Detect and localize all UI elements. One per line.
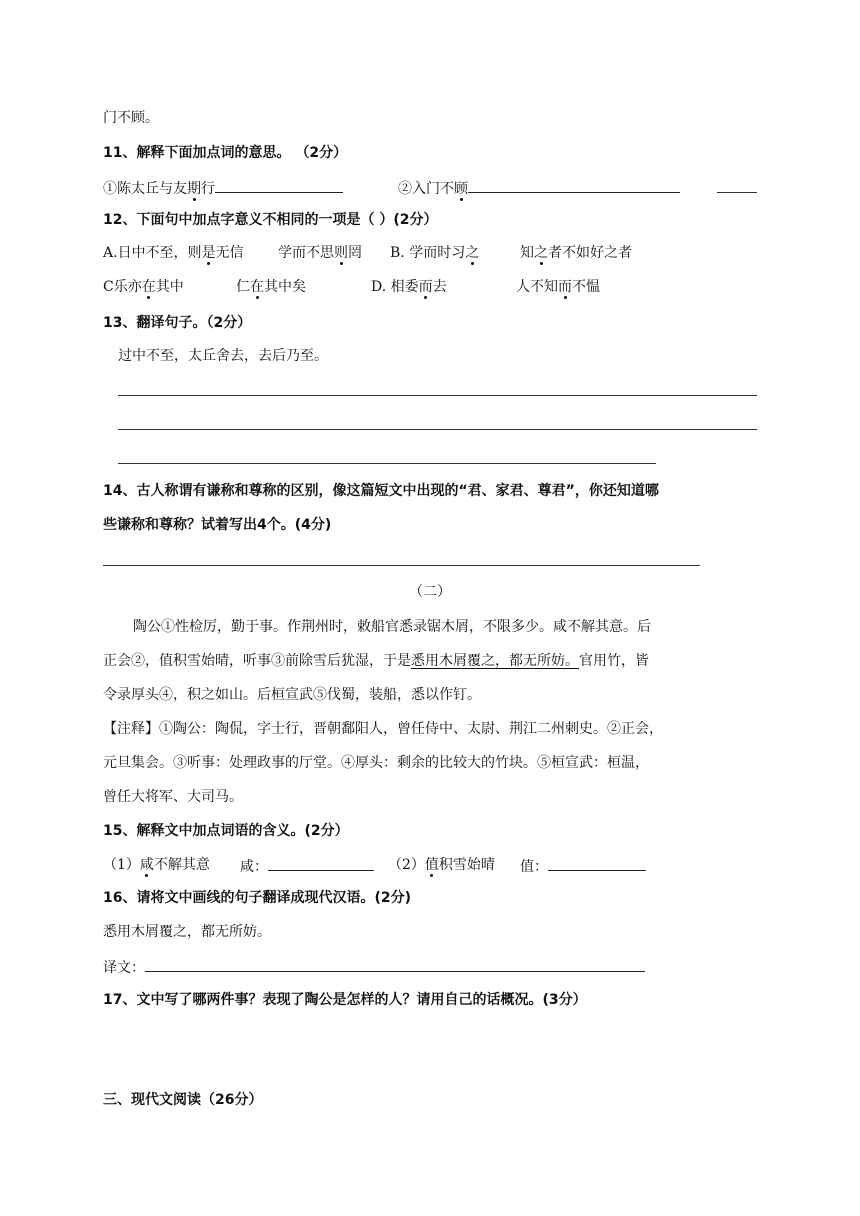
option-a-s1-pre: 日中不至，则	[117, 245, 202, 261]
option-d-s1-dotted: 而	[418, 279, 433, 295]
question-16-sentence: 悉用木屑覆之，都无所妨。	[103, 924, 271, 940]
q15-item-2-blank[interactable]	[548, 855, 646, 871]
question-12-option-b-second	[520, 243, 632, 263]
question-15-item-1	[103, 855, 210, 875]
question-15-title: 15、解释文中加点词语的含义。(2分）	[103, 823, 349, 839]
option-c-s2-pre: 仁	[236, 279, 250, 295]
passage-line-3: 令录厚头④，积之如山。后桓宣武⑤伐蜀，装船，悉以作钉。	[103, 687, 481, 703]
q16-answer-blank[interactable]	[145, 956, 645, 972]
q11-a-dotted-word: 期	[187, 181, 201, 197]
q15-item-2-number: （2）	[388, 857, 425, 873]
option-d-label: D.	[371, 279, 387, 295]
option-b-s1-pre: 学而时习	[409, 245, 466, 261]
question-14-title-line-1: 14、古人称谓有谦称和尊称的区别，像这篇短文中出现的“君、家君、尊君”，你还知道哪	[103, 483, 659, 499]
q15-item-1-label: 咸：	[240, 859, 268, 875]
option-a-s2-pre: 学而不思	[278, 245, 334, 261]
q15-item-2-dotted-word: 值	[424, 857, 439, 873]
option-c-s2-post: 其中矣	[264, 279, 306, 295]
passage-line-2	[103, 651, 649, 671]
option-a-s1-dotted: 是	[201, 245, 216, 261]
notes-line-2: 元旦集会。③听事：处理政事的厅堂。④厚头：剩余的比较大的竹块。⑤桓宣武：桓温，	[103, 755, 649, 771]
option-d-s2-dotted: 而	[558, 279, 572, 295]
question-12-option-c[interactable]	[103, 277, 184, 297]
q13-answer-line-3[interactable]	[118, 463, 656, 464]
question-12-option-a-second	[278, 243, 362, 263]
question-12-option-b[interactable]	[390, 243, 479, 263]
q15-item-1-blank[interactable]	[268, 855, 374, 871]
question-17-title: 17、文中写了哪两件事？表现了陶公是怎样的人？请用自己的话概况。(3分）	[103, 992, 587, 1008]
option-d-s2-post: 不愠	[572, 279, 600, 295]
q16-answer-label: 译文：	[103, 960, 145, 976]
option-d-s2-pre: 人不知	[516, 279, 558, 295]
q15-item-2-label: 值：	[520, 859, 548, 875]
q11-a-answer-blank[interactable]	[215, 177, 343, 193]
underlined-sentence: 悉用木屑覆之，都无所妨。	[411, 653, 579, 669]
option-c-label: C	[103, 279, 114, 295]
q11-extra-blank[interactable]	[717, 192, 757, 193]
option-a-label: A.	[103, 245, 118, 261]
notes-line-3: 曾任大将军、大司马。	[103, 789, 243, 805]
question-16-title: 16、请将文中画线的句子翻译成现代汉语。(2分)	[103, 890, 412, 906]
section-2-heading: （二）	[409, 584, 451, 600]
question-13-sentence: 过中不至，太丘舍去，去后乃至。	[118, 348, 328, 364]
option-c-s2-dotted: 在	[250, 279, 264, 295]
option-c-s1-dotted: 在	[141, 279, 156, 295]
question-12-option-c-second	[236, 277, 306, 297]
question-15-item-1-answer	[240, 855, 374, 877]
previous-text-tail: 门不顾。	[103, 110, 159, 126]
q15-item-1-dotted-word: 咸	[139, 857, 154, 873]
option-c-s1-post: 其中	[155, 279, 184, 295]
question-15-item-2-answer	[520, 855, 646, 877]
question-12-title: 12、下面句中加点字意义不相同的一项是（ ）(2分）	[103, 212, 438, 228]
option-c-s1-pre: 乐亦	[113, 279, 142, 295]
q13-answer-line-2[interactable]	[118, 429, 757, 430]
option-a-s2-post: 罔	[348, 245, 362, 261]
question-11-item-b	[398, 177, 680, 199]
question-13-title: 13、翻译句子。（2分）	[103, 315, 252, 331]
passage-line-2-pre: 正会②，值积雪始晴，听事③前除雪后犹湿，于是	[103, 653, 411, 669]
q13-answer-line-1[interactable]	[118, 395, 757, 396]
passage-line-2-post: 官用竹，皆	[579, 653, 649, 669]
question-16-answer-row	[103, 956, 645, 978]
option-a-s1-post: 无信	[215, 245, 244, 261]
question-14-title-line-2: 些谦称和尊称？试着写出4个。(4分)	[103, 517, 332, 533]
question-12-option-d-second	[516, 277, 600, 297]
notes-line-1: 【注释】①陶公：陶侃，字士行，晋朝鄱阳人，曾任侍中、太尉、荆江二州刺史。②正会，	[103, 721, 663, 737]
option-d-s1-pre: 相委	[390, 279, 419, 295]
option-b-label: B.	[390, 245, 405, 261]
question-11-title: 11、解释下面加点词的意思。 （2分）	[103, 145, 348, 161]
option-b-s2-dotted: 之	[534, 245, 548, 261]
q14-answer-line[interactable]	[103, 565, 700, 566]
q11-b-text-pre: ②入门不	[398, 181, 454, 197]
q15-item-1-text: 不解其意	[153, 857, 210, 873]
q11-a-text-post: 行	[201, 181, 215, 197]
option-a-s2-dotted: 则	[334, 245, 348, 261]
option-b-s2-pre: 知	[520, 245, 534, 261]
option-d-s1-post: 去	[432, 279, 447, 295]
question-11-item-a	[103, 177, 343, 199]
q11-b-dotted-word: 顾	[454, 181, 468, 197]
q15-item-1-number: （1）	[103, 857, 140, 873]
option-b-s1-dotted: 之	[465, 245, 480, 261]
passage-line-1: 陶公①性检厉，勤于事。作荆州时，敕船官悉录锯木屑，不限多少。咸不解其意。后	[133, 619, 651, 635]
question-12-option-a[interactable]	[103, 243, 244, 263]
question-15-item-2	[388, 855, 495, 875]
q15-item-2-text: 积雪始晴	[438, 857, 495, 873]
section-3-heading: 三、现代文阅读（26分）	[103, 1092, 263, 1108]
question-12-option-d[interactable]	[371, 277, 447, 297]
option-b-s2-post: 者不如好之者	[548, 245, 632, 261]
q11-b-answer-blank[interactable]	[468, 177, 680, 193]
q11-a-text-pre: ①陈太丘与友	[103, 181, 187, 197]
